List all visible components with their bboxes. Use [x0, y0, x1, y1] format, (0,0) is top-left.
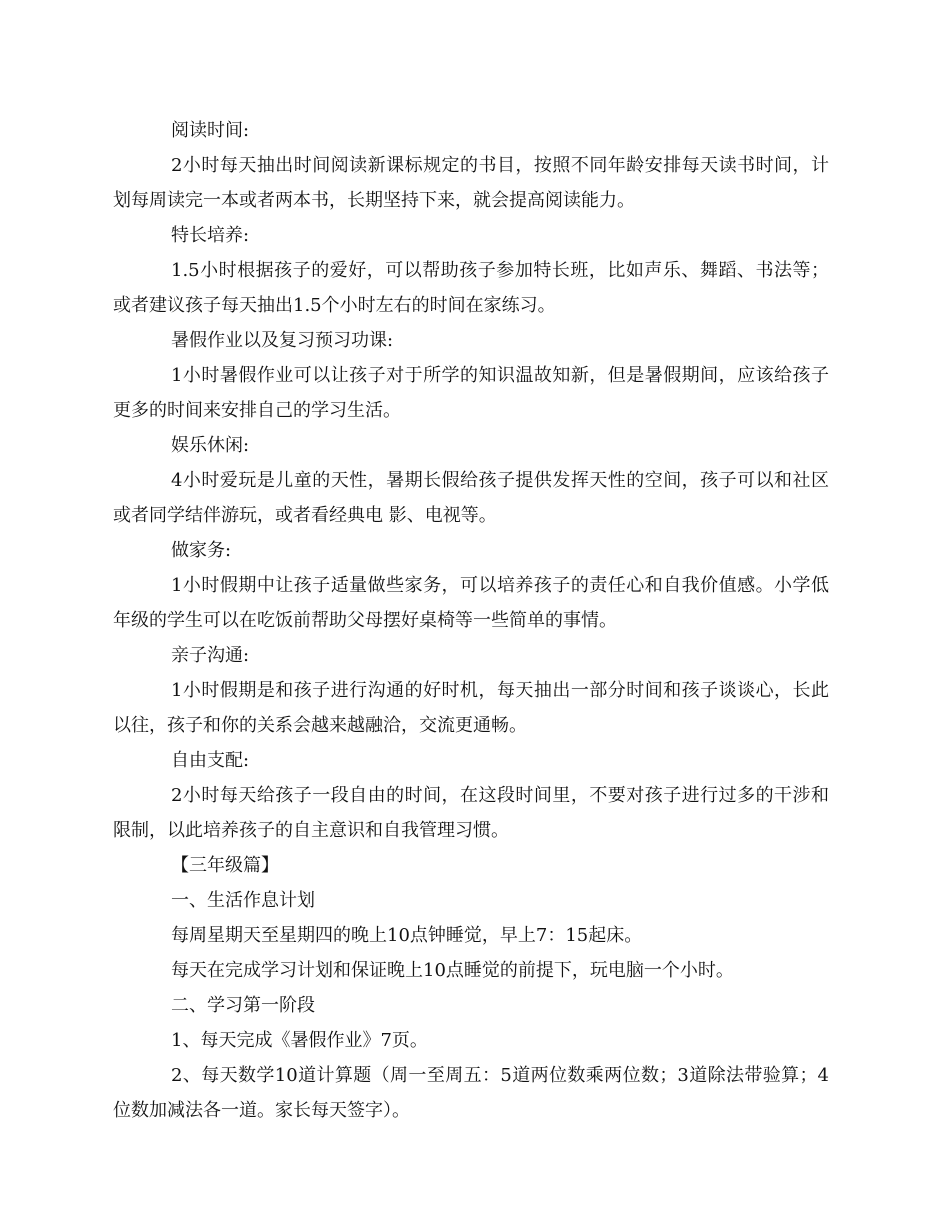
section-heading: 特长培养: — [171, 225, 250, 246]
body-paragraph: 2小时每天抽出时间阅读新课标规定的书目，按照不同年龄安排每天读书时间，计划每周读完一本或者两本书，长期坚持下来，就会提高阅读能力。 — [113, 155, 829, 211]
list-item: 2、每天数学10道计算题（周一至周五：5道两位数乘两位数；3道除法带验算；4位数加减法各一道。家长每天签字）。 — [113, 1065, 829, 1121]
section-heading: 一、生活作息计划 — [171, 890, 315, 911]
body-paragraph: 1小时假期是和孩子进行沟通的好时机，每天抽出一部分时间和孩子谈谈心，长此以往，孩子和你的关系会越来越融洽，交流更通畅。 — [113, 680, 829, 736]
section-heading: 自由支配: — [171, 750, 250, 771]
body-paragraph: 1.5小时根据孩子的爱好，可以帮助孩子参加特长班，比如声乐、舞蹈、书法等；或者建议孩子每天抽出1.5个小时左右的时间在家练习。 — [113, 260, 829, 316]
section-heading: 二、学习第一阶段 — [171, 995, 315, 1016]
body-paragraph: 2小时每天给孩子一段自由的时间，在这段时间里，不要对孩子进行过多的干涉和限制，以此培养孩子的自主意识和自我管理习惯。 — [113, 785, 829, 841]
section-heading: 做家务: — [171, 540, 232, 561]
body-paragraph: 1小时暑假作业可以让孩子对于所学的知识温故知新，但是暑假期间，应该给孩子更多的时间来安排自己的学习生活。 — [113, 365, 829, 421]
section-heading: 娱乐休闲: — [171, 435, 250, 456]
section-heading: 阅读时间: — [171, 120, 250, 141]
document-body — [113, 113, 829, 1128]
body-paragraph: 4小时爱玩是儿童的天性，暑期长假给孩子提供发挥天性的空间，孩子可以和社区或者同学结伴游玩，或者看经典电 影、电视等。 — [113, 470, 829, 526]
section-heading: 亲子沟通: — [171, 645, 250, 666]
body-paragraph: 每天在完成学习计划和保证晚上10点睡觉的前提下，玩电脑一个小时。 — [171, 960, 734, 981]
chapter-heading: 【三年级篇】 — [171, 855, 279, 876]
section-heading: 暑假作业以及复习预习功课: — [171, 330, 394, 351]
body-paragraph: 1小时假期中让孩子适量做些家务，可以培养孩子的责任心和自我价值感。小学低年级的学生可以在吃饭前帮助父母摆好桌椅等一些简单的事情。 — [113, 575, 829, 631]
list-item: 1、每天完成《暑假作业》7页。 — [171, 1030, 428, 1051]
body-paragraph: 每周星期天至星期四的晚上10点钟睡觉，早上7：15起床。 — [171, 925, 643, 946]
